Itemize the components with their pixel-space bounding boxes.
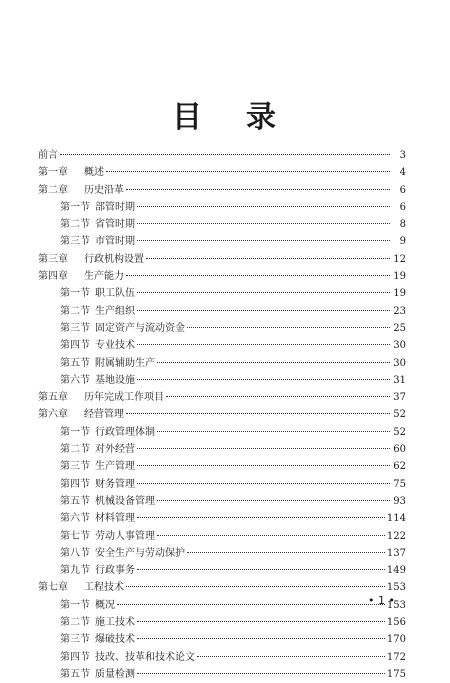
toc-section-row[interactable] <box>38 320 406 337</box>
toc-entry-number: 第二章 <box>38 184 68 196</box>
toc-page-number: 122 <box>386 530 406 542</box>
toc-entry-number: 第七章 <box>38 582 68 594</box>
toc-entry-label: 行政管理体制 <box>95 426 155 438</box>
toc-entry-number: 第六节 <box>60 513 90 525</box>
toc-entry-number: 第五节 <box>60 668 90 680</box>
toc-entry-number: 第七节 <box>60 530 90 542</box>
toc-page-number: 3 <box>399 150 406 161</box>
toc-page-number: 93 <box>393 495 406 507</box>
toc-chapter-row[interactable] <box>38 251 406 268</box>
toc-page-number: 153 <box>386 582 406 594</box>
dot-leader <box>137 568 385 570</box>
dot-leader <box>126 274 390 276</box>
toc-section-row[interactable] <box>38 303 406 320</box>
toc-entry-label: 附属辅助生产 <box>95 357 155 369</box>
dot-leader <box>126 585 385 587</box>
toc-page-number: 25 <box>393 322 406 334</box>
dot-leader <box>137 637 385 639</box>
toc-entry-label: 省管时期 <box>95 219 135 231</box>
toc-entry-number: 第四节 <box>60 651 90 663</box>
toc-page-number: 156 <box>386 617 406 629</box>
toc-section-row[interactable] <box>38 493 406 510</box>
toc-section-row[interactable] <box>38 528 406 545</box>
toc-entry-number: 第一节 <box>60 201 90 213</box>
toc-entry-label: 对外经营 <box>95 444 135 456</box>
toc-entry-label: 概况 <box>95 599 115 611</box>
toc-section-row[interactable] <box>38 614 406 631</box>
toc-chapter-row[interactable] <box>38 579 406 596</box>
toc-entry-label: 固定资产与流动资金 <box>95 322 185 334</box>
toc-entry-label: 材料管理 <box>95 513 135 525</box>
page-title <box>0 92 450 136</box>
toc-page-number: 30 <box>393 357 406 369</box>
dot-leader <box>117 603 385 605</box>
toc-page-number: 52 <box>393 426 406 438</box>
toc-section-row[interactable] <box>38 285 406 302</box>
toc-entry-number: 第二节 <box>60 219 90 231</box>
dot-leader <box>137 205 390 207</box>
toc-page-number: 75 <box>393 478 406 490</box>
toc-chapter-row[interactable] <box>38 268 406 285</box>
toc-entry-label: 施工技术 <box>95 617 135 629</box>
toc-chapter-row[interactable] <box>38 389 406 406</box>
toc-page-number: 52 <box>393 409 406 421</box>
toc-page-number: 4 <box>399 167 406 179</box>
dot-leader <box>137 672 385 674</box>
toc-section-row[interactable] <box>38 199 406 216</box>
toc-entry-label: 安全生产与劳动保护 <box>95 547 185 559</box>
toc-entry-number: 第一节 <box>60 288 90 300</box>
toc-entry-number: 第一节 <box>60 599 90 611</box>
toc-section-row[interactable] <box>38 510 406 527</box>
toc-page-number: 172 <box>386 651 406 663</box>
toc-entry-label: 机械设备管理 <box>95 495 155 507</box>
dot-leader <box>187 326 390 328</box>
toc-page-number: 19 <box>393 271 406 283</box>
dot-leader <box>137 291 390 293</box>
toc-page-number: 175 <box>386 668 406 680</box>
toc-section-row[interactable] <box>38 216 406 233</box>
toc-chapter-row[interactable] <box>38 182 406 199</box>
toc-entry-number: 第三节 <box>60 634 90 646</box>
toc-entry-number: 第二节 <box>60 444 90 456</box>
toc-page-number: 62 <box>393 461 406 473</box>
toc-entry-label: 前言 <box>38 150 58 161</box>
toc-page-number: 31 <box>393 374 406 386</box>
dot-leader <box>187 551 385 553</box>
toc-entry-number: 第二节 <box>60 617 90 629</box>
toc-entry-number: 第五章 <box>38 392 68 404</box>
toc-entry-label: 职工队伍 <box>95 288 135 300</box>
toc-page-number: 8 <box>399 219 406 231</box>
toc-entry-label: 历年完成工作项目 <box>84 392 164 404</box>
dot-leader <box>137 516 385 518</box>
dot-leader <box>157 361 390 363</box>
dot-leader <box>60 153 390 155</box>
toc-section-row[interactable] <box>38 233 406 250</box>
toc-entry-label: 技改、技革和技术论文 <box>95 651 195 663</box>
toc-page-number: 30 <box>393 340 406 352</box>
toc-entry-label: 市管时期 <box>95 236 135 248</box>
toc-section-row[interactable] <box>38 424 406 441</box>
toc-entry-label: 经营管理 <box>84 409 124 421</box>
toc-page-number: 6 <box>399 184 406 196</box>
toc-entry-number: 第五节 <box>60 495 90 507</box>
toc-entry-number: 第九节 <box>60 565 90 577</box>
toc-page-number: 12 <box>393 253 406 265</box>
toc-page-number: 114 <box>386 513 406 525</box>
title-char-left: 目 <box>172 100 204 135</box>
toc-page-number: 23 <box>393 305 406 317</box>
toc-entry-label: 生产管理 <box>95 461 135 473</box>
toc-entry-label: 历史沿革 <box>84 184 124 196</box>
toc-entry-number: 第一章 <box>38 167 68 179</box>
toc-entry-label: 基地设施 <box>95 374 135 386</box>
dot-leader <box>137 464 390 466</box>
toc-section-row[interactable] <box>38 631 406 648</box>
toc-section-row[interactable] <box>38 597 406 614</box>
toc-section-row[interactable] <box>38 337 406 354</box>
table-of-contents <box>38 147 406 683</box>
dot-leader <box>157 430 390 432</box>
page-number: • 1 • <box>368 594 395 607</box>
toc-section-row[interactable] <box>38 458 406 475</box>
toc-page-number: 9 <box>399 236 406 248</box>
toc-entry-number: 第三章 <box>38 253 68 265</box>
dot-leader <box>157 499 390 501</box>
dot-leader <box>106 170 390 172</box>
toc-entry-label: 概述 <box>84 167 104 179</box>
toc-chapter-row[interactable] <box>38 406 406 423</box>
toc-entry-label: 生产能力 <box>84 271 124 283</box>
dot-leader <box>137 620 385 622</box>
toc-entry-number: 第二节 <box>60 305 90 317</box>
dot-leader <box>137 309 390 311</box>
toc-page-number: 137 <box>386 547 406 559</box>
toc-entry-number: 第四节 <box>60 478 90 490</box>
title-char-right: 录 <box>246 100 278 135</box>
dot-leader <box>166 395 390 397</box>
toc-section-row[interactable] <box>38 649 406 666</box>
toc-entry-number: 第五节 <box>60 357 90 369</box>
toc-entry-label: 行政机构设置 <box>84 253 144 265</box>
toc-entry-number: 第六章 <box>38 409 68 421</box>
dot-leader <box>137 378 390 380</box>
toc-entry-number: 第一节 <box>60 426 90 438</box>
dot-leader <box>137 239 390 241</box>
toc-entry-number: 第三节 <box>60 236 90 248</box>
toc-section-row[interactable] <box>38 666 406 683</box>
toc-entry-label: 工程技术 <box>84 582 124 594</box>
dot-leader <box>137 447 390 449</box>
dot-leader <box>146 257 390 259</box>
toc-entry-number: 第四章 <box>38 271 68 283</box>
toc-section-row[interactable] <box>38 441 406 458</box>
toc-page-number: 60 <box>393 444 406 456</box>
toc-entry-label: 专业技术 <box>95 340 135 352</box>
toc-section-row[interactable] <box>38 372 406 389</box>
toc-page-number: 19 <box>393 288 406 300</box>
toc-entry-number: 第六节 <box>60 374 90 386</box>
toc-page-number: 153 <box>386 599 406 611</box>
toc-section-row[interactable] <box>38 476 406 493</box>
toc-page-number: 6 <box>399 201 406 213</box>
toc-entry-number: 第三节 <box>60 322 90 334</box>
toc-entry-label: 行政事务 <box>95 565 135 577</box>
dot-leader <box>197 655 385 657</box>
toc-page-number: 37 <box>393 392 406 404</box>
toc-entry-number: 第四节 <box>60 340 90 352</box>
toc-chapter-row[interactable] <box>38 164 406 181</box>
toc-entry-number: 第三节 <box>60 461 90 473</box>
toc-section-row[interactable] <box>38 355 406 372</box>
toc-section-row[interactable] <box>38 562 406 579</box>
dot-leader <box>126 412 390 414</box>
toc-entry-label: 劳动人事管理 <box>95 530 155 542</box>
toc-entry-label: 生产组织 <box>95 305 135 317</box>
toc-page-number: 170 <box>386 634 406 646</box>
toc-page-number: 149 <box>386 565 406 577</box>
toc-section-row[interactable] <box>38 545 406 562</box>
toc-entry-label: 爆破技术 <box>95 634 135 646</box>
dot-leader <box>137 343 390 345</box>
toc-entry-label: 财务管理 <box>95 478 135 490</box>
toc-entry-label: 质量检测 <box>95 668 135 680</box>
dot-leader <box>137 222 390 224</box>
dot-leader <box>157 534 385 536</box>
dot-leader <box>126 188 390 190</box>
toc-entry-label: 部管时期 <box>95 201 135 213</box>
toc-entry-number: 第八节 <box>60 547 90 559</box>
toc-chapter-row[interactable] <box>38 147 406 164</box>
dot-leader <box>137 482 390 484</box>
